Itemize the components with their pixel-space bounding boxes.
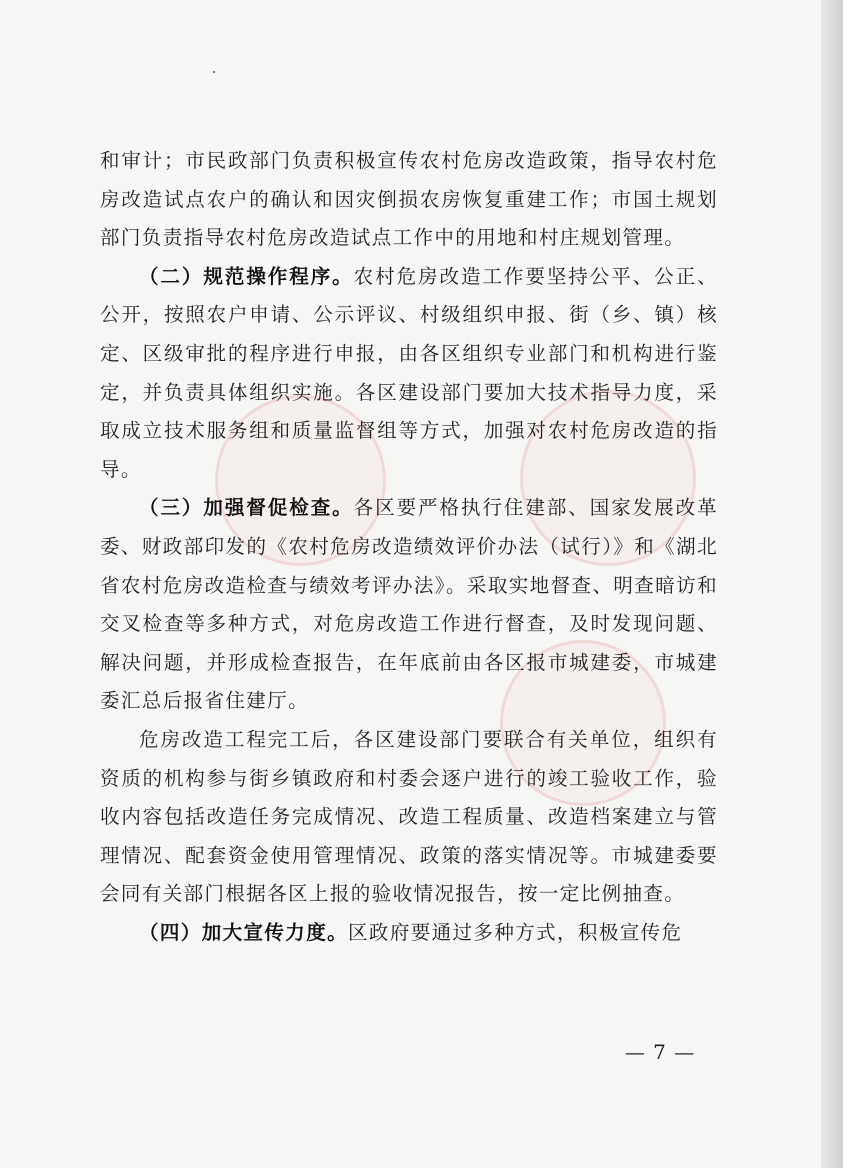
paragraph-2-text: 农村危房改造工作要坚持公平、公正、公开，按照农户申请、公示评议、村级组织申报、街（乡、镇）核定、区级审批的程序进行申报，由各区组织专业部门和机构进行鉴定，并负责具体组织实施。各区建设部门要加大技术指导力度，采取成立技术服务组和质量监督组等方式，加强对农村危房改造的指导。 (100, 264, 718, 481)
body-text (100, 142, 718, 952)
paragraph-4 (100, 721, 718, 914)
paragraph-3 (100, 489, 718, 721)
page-number: — 7 — (624, 1040, 696, 1064)
section-heading-4: （四）加大宣传力度。 (139, 920, 349, 944)
paragraph-3-text: 各区要严格执行住建部、国家发展改革委、财政部印发的《农村危房改造绩效评价办法（试行）》和《湖北省农村危房改造检查与绩效考评办法》。采取实地督查、明查暗访和交叉检查等多种方式，对危房改造工作进行督查，及时发现问题、解决问题，并形成检查报告，在年底前由各区报市城建委，市城建委汇总后报省住建厅。 (100, 496, 718, 713)
ink-speck (213, 71, 215, 73)
page-edge-shadow (821, 0, 843, 1168)
paragraph-1 (100, 142, 718, 258)
paragraph-1-text: 和审计；市民政部门负责积极宣传农村危房改造政策，指导农村危房改造试点农户的确认和因灾倒损农房恢复重建工作；市国土规划部门负责指导农村危房改造试点工作中的用地和村庄规划管理。 (100, 149, 718, 250)
paragraph-4-text: 危房改造工程完工后，各区建设部门要联合有关单位，组织有资质的机构参与街乡镇政府和村委会逐户进行的竣工验收工作，验收内容包括改造任务完成情况、改造工程质量、改造档案建立与管理情况、配套资金使用管理情况、政策的落实情况等。市城建委要会同有关部门根据各区上报的验收情况报告，按一定比例抽查。 (100, 727, 718, 906)
section-heading-3: （三）加强督促检查。 (139, 496, 354, 520)
paragraph-2 (100, 258, 718, 490)
section-heading-2: （二）规范操作程序。 (139, 264, 354, 288)
paragraph-5-text: 区政府要通过多种方式，积极宣传危 (348, 920, 683, 944)
paragraph-5 (100, 914, 718, 953)
